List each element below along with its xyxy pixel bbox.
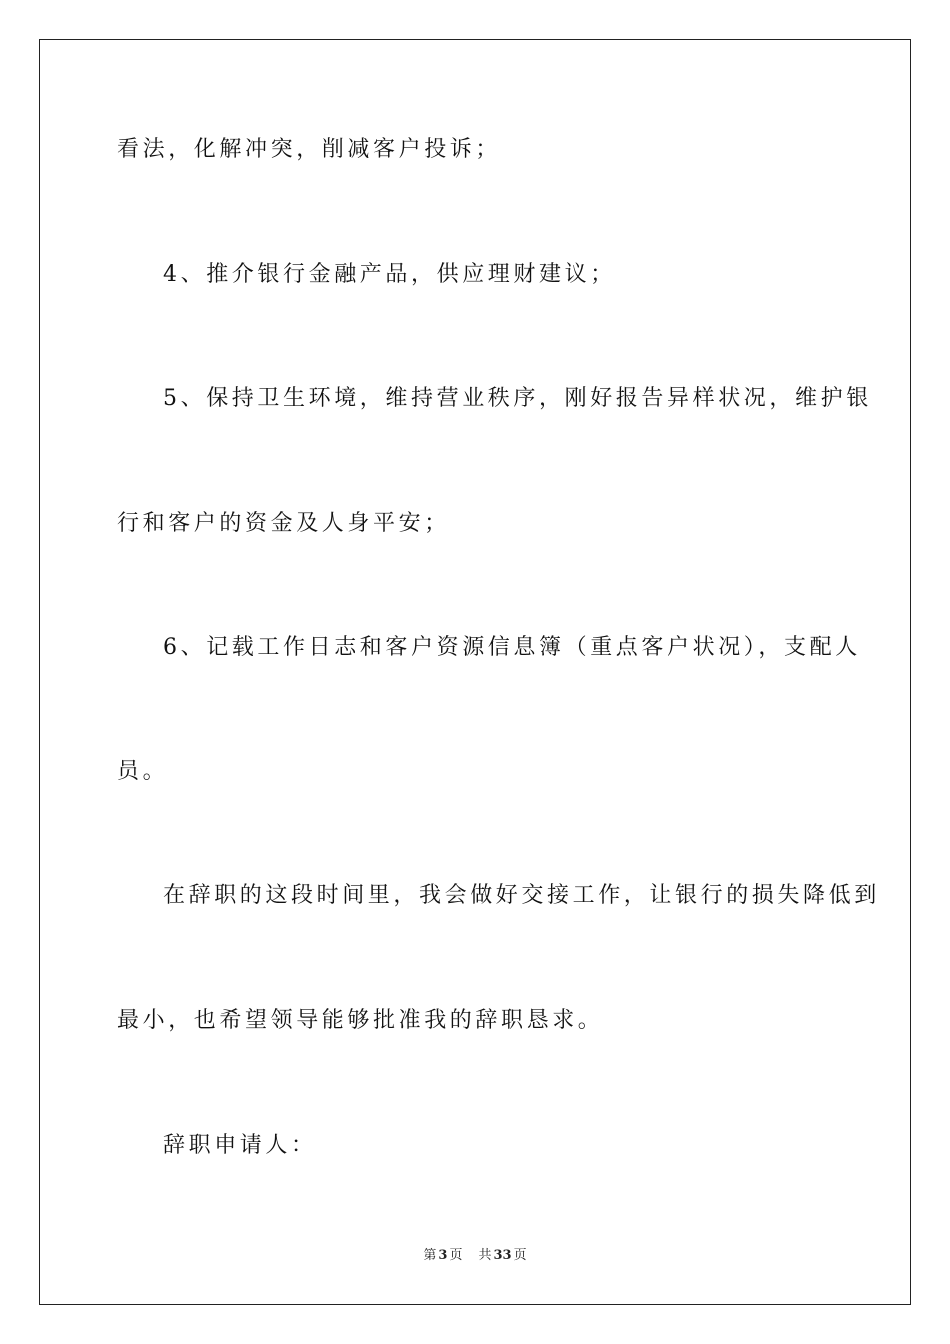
body-line-6: 员。	[117, 759, 169, 784]
page-number: 3	[438, 1248, 448, 1263]
body-line-7: 在辞职的这段时间里，我会做好交接工作，让银行的损失降低到	[163, 883, 880, 908]
total-prefix: 共	[478, 1248, 492, 1263]
signature-label: 辞职申请人：	[163, 1133, 317, 1158]
body-line-1: 看法，化解冲突，削减客户投诉；	[117, 137, 502, 162]
body-line-4: 行和客户的资金及人身平安；	[117, 511, 450, 536]
page-suffix: 页	[449, 1248, 463, 1263]
body-line-8: 最小，也希望领导能够批准我的辞职恳求。	[117, 1008, 604, 1033]
total-pages: 33	[493, 1248, 512, 1263]
page-prefix: 第	[423, 1248, 437, 1263]
total-suffix: 页	[513, 1248, 527, 1263]
body-line-3: 5、保持卫生环境，维持营业秩序，刚好报告异样状况，维护银	[163, 386, 872, 411]
body-line-2: 4、推介银行金融产品，供应理财建议；	[163, 262, 616, 287]
body-line-5: 6、记载工作日志和客户资源信息簿（重点客户状况），支配人	[163, 635, 861, 660]
page-footer	[0, 1248, 950, 1264]
page-border	[39, 39, 911, 1305]
